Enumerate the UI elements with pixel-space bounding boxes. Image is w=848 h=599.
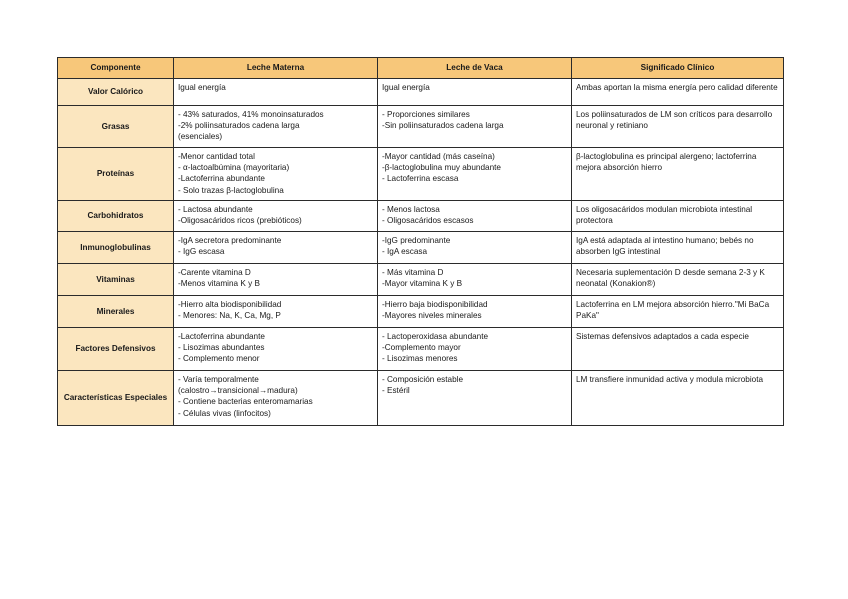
header-leche-materna: Leche Materna (174, 58, 378, 79)
row-label: Grasas (58, 106, 174, 148)
cell-line: -Mayor cantidad (más caseína) (382, 152, 495, 161)
comparison-table (57, 57, 784, 426)
table-row (58, 148, 784, 201)
cell-line: -Lactoferrina abundante (178, 174, 265, 184)
row-label: Minerales (58, 296, 174, 328)
cell-line: - Solo trazas β-lactoglobulina (178, 185, 284, 195)
cell-line: - Menores: Na, K, Ca, Mg, P (178, 311, 281, 321)
cell-line: -Menos vitamina K y B (178, 279, 260, 289)
cell-line: -Mayor vitamina K y B (382, 279, 463, 289)
cell-line: - IgG escasa (178, 247, 225, 257)
cell-leche-materna (174, 371, 378, 426)
cell-line: -IgA secretora predominante (178, 236, 282, 245)
cell-line: - Contiene bacterias enteromamarias (178, 397, 313, 407)
cell-line: -Carente vitamina D (178, 268, 251, 277)
cell-leche-materna (174, 328, 378, 371)
cell-line: -IgG predominante (382, 236, 451, 245)
cell-line: -Complemento mayor (382, 343, 461, 353)
cell-line: - Lisozimas menores (382, 354, 458, 364)
cell-line: - Proporciones similares (382, 110, 470, 119)
cell-significado-clinico: Sistemas defensivos adaptados a cada especie (572, 328, 784, 371)
header-componente: Componente (58, 58, 174, 79)
row-label: Carbohidratos (58, 201, 174, 232)
cell-line: - α-lactoalbúmina (mayoritaria) (178, 163, 290, 173)
cell-line: - Lactosa abundante (178, 205, 253, 214)
cell-line: -Hierro baja biodisponibilidad (382, 300, 488, 309)
cell-line: -Lactoferrina abundante (178, 332, 265, 341)
cell-line: -Oligosacáridos ricos (prebióticos) (178, 216, 302, 226)
cell-line: - Células vivas (linfocitos) (178, 408, 271, 418)
cell-leche-de-vaca (378, 371, 572, 426)
header-row (58, 58, 784, 79)
cell-significado-clinico: Los poliinsaturados de LM son críticos para desarrollo neuronal y retiniano (572, 106, 784, 148)
row-label: Proteínas (58, 148, 174, 201)
cell-line: - Lactoperoxidasa abundante (382, 332, 489, 341)
table-row (58, 79, 784, 106)
cell-leche-materna (174, 296, 378, 328)
cell-leche-de-vaca (378, 106, 572, 148)
cell-line: (calostro→transicional→madura) (178, 386, 298, 396)
cell-leche-materna (174, 148, 378, 201)
cell-line: - Composición estable (382, 375, 464, 384)
row-label: Vitaminas (58, 264, 174, 296)
header-leche-de-vaca: Leche de Vaca (378, 58, 572, 79)
cell-leche-de-vaca (378, 264, 572, 296)
cell-significado-clinico: Los oligosacáridos modulan microbiota intestinal protectora (572, 201, 784, 232)
row-label: Factores Defensivos (58, 328, 174, 371)
cell-line: - IgA escasa (382, 247, 428, 257)
cell-line: - Estéril (382, 386, 410, 396)
cell-leche-de-vaca (378, 232, 572, 264)
cell-line: - Menos lactosa (382, 205, 440, 214)
cell-line: - Lisozimas abundantes (178, 343, 265, 353)
cell-line: -Hierro alta biodisponibilidad (178, 300, 282, 309)
cell-line: - Más vitamina D (382, 268, 444, 277)
cell-leche-materna (174, 201, 378, 232)
cell-leche-de-vaca (378, 79, 572, 106)
cell-line: - Complemento menor (178, 354, 260, 364)
cell-line: Igual energía (382, 83, 430, 92)
cell-line: - 43% saturados, 41% monoinsaturados (178, 110, 324, 119)
table-row (58, 232, 784, 264)
cell-line: Igual energía (178, 83, 226, 92)
cell-line: -β-lactoglobulina muy abundante (382, 163, 501, 173)
cell-leche-materna (174, 232, 378, 264)
cell-significado-clinico: LM transfiere inmunidad activa y modula microbiota (572, 371, 784, 426)
table-row (58, 296, 784, 328)
document-page (57, 57, 783, 426)
row-label: Valor Calórico (58, 79, 174, 106)
cell-significado-clinico: Necesaria suplementación D desde semana 2-3 y K neonatal (Konakion®) (572, 264, 784, 296)
table-row (58, 264, 784, 296)
cell-leche-materna (174, 264, 378, 296)
cell-significado-clinico: Ambas aportan la misma energía pero calidad diferente (572, 79, 784, 106)
table-row (58, 106, 784, 148)
cell-leche-materna (174, 106, 378, 148)
cell-line: -Sin poliinsaturados cadena larga (382, 121, 504, 131)
cell-line: -Mayores niveles minerales (382, 311, 482, 321)
cell-line: -Menor cantidad total (178, 152, 255, 161)
cell-significado-clinico: IgA está adaptada al intestino humano; bebés no absorben IgG intestinal (572, 232, 784, 264)
table-row (58, 371, 784, 426)
cell-line: - Lactoferrina escasa (382, 174, 459, 184)
cell-leche-de-vaca (378, 328, 572, 371)
cell-leche-de-vaca (378, 296, 572, 328)
cell-line: -2% poliinsaturados cadena larga (178, 121, 300, 131)
cell-leche-materna (174, 79, 378, 106)
table-row (58, 201, 784, 232)
cell-leche-de-vaca (378, 148, 572, 201)
cell-line: (esenciales) (178, 132, 223, 142)
row-label: Características Especiales (58, 371, 174, 426)
header-significado-clinico: Significado Clínico (572, 58, 784, 79)
cell-significado-clinico: Lactoferrina en LM mejora absorción hierro."Mi BaCa PaKa" (572, 296, 784, 328)
cell-leche-de-vaca (378, 201, 572, 232)
cell-line: - Varía temporalmente (178, 375, 259, 384)
cell-line: - Oligosacáridos escasos (382, 216, 474, 226)
row-label: Inmunoglobulinas (58, 232, 174, 264)
table-row (58, 328, 784, 371)
cell-significado-clinico: β-lactoglobulina es principal alergeno; lactoferrina mejora absorción hierro (572, 148, 784, 201)
